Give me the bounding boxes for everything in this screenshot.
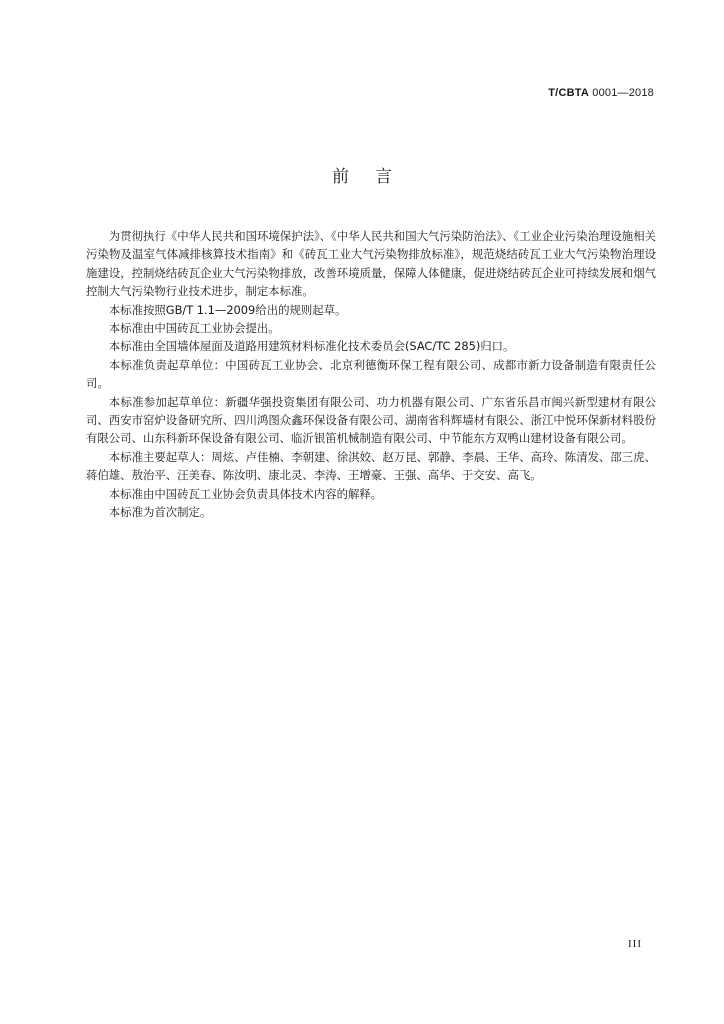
paragraph-proposer: 本标准由中国砖瓦工业协会提出。 <box>108 321 280 336</box>
standard-number: 0001—2018 <box>592 87 654 99</box>
paragraph-interpretation: 本标准由中国砖瓦工业协会负责具体技术内容的解释。 <box>108 486 383 501</box>
paragraph-participating-drafters: 本标准参加起草单位：新疆华强投资集团有限公司、功力机器有限公司、广东省乐昌市闽兴新型建材有限公司、西安市窑炉设备研究所、四川鸿图众鑫环保设备有限公司、湖南省科辉墙材有限公、浙江中悦环保新材料股份有限公司、山东科新环保设备有限公司、临沂银笛机械制造有限公司、中节能东方双鸭山建材设备有限公司。 <box>86 394 656 446</box>
paragraph-committee: 本标准由全国墙体屋面及道路用建筑材料标准化技术委员会(SAC/TC 285)归口。 <box>108 339 515 354</box>
foreword-body <box>86 227 656 522</box>
paragraph-drafting-rules: 本标准按照GB/T 1.1—2009给出的规则起草。 <box>108 302 347 317</box>
paragraph-first-edition: 本标准为首次制定。 <box>108 505 212 520</box>
paragraph-purpose: 为贯彻执行《中华人民共和国环境保护法》、《中华人民共和国大气污染防治法》、《工业企业污染治理设施相关污染物及温室气体减排核算技术指南》和《砖瓦工业大气污染物排放标准》，规范烧结砖瓦工业大气污染物治理设施建设，控制烧结砖瓦企业大气污染物排放，改善环境质量，保障人体健康，促进烧结砖瓦企业可持续发展和烟气控制大气污染物行业技术进步，制定本标准。 <box>86 229 656 299</box>
standard-code <box>548 87 654 99</box>
paragraph-lead-drafters: 本标准负责起草单位：中国砖瓦工业协会、北京利德衡环保工程有限公司、成都市新力设备制造有限责任公司。 <box>86 357 656 391</box>
standard-prefix: T/CBTA <box>548 87 589 99</box>
paragraph-main-drafters: 本标准主要起草人：周炫、卢佳楠、李朝建、徐淇姣、赵万昆、郭静、李晨、王华、高玲、陈清发、邵三虎、蒋伯雄、敖治平、汪美春、陈汝明、康北灵、李涛、王增豪、王强、高华、于交安、高飞。 <box>86 449 656 483</box>
page-number: III <box>628 938 642 950</box>
page-title: 前言 <box>332 167 418 187</box>
